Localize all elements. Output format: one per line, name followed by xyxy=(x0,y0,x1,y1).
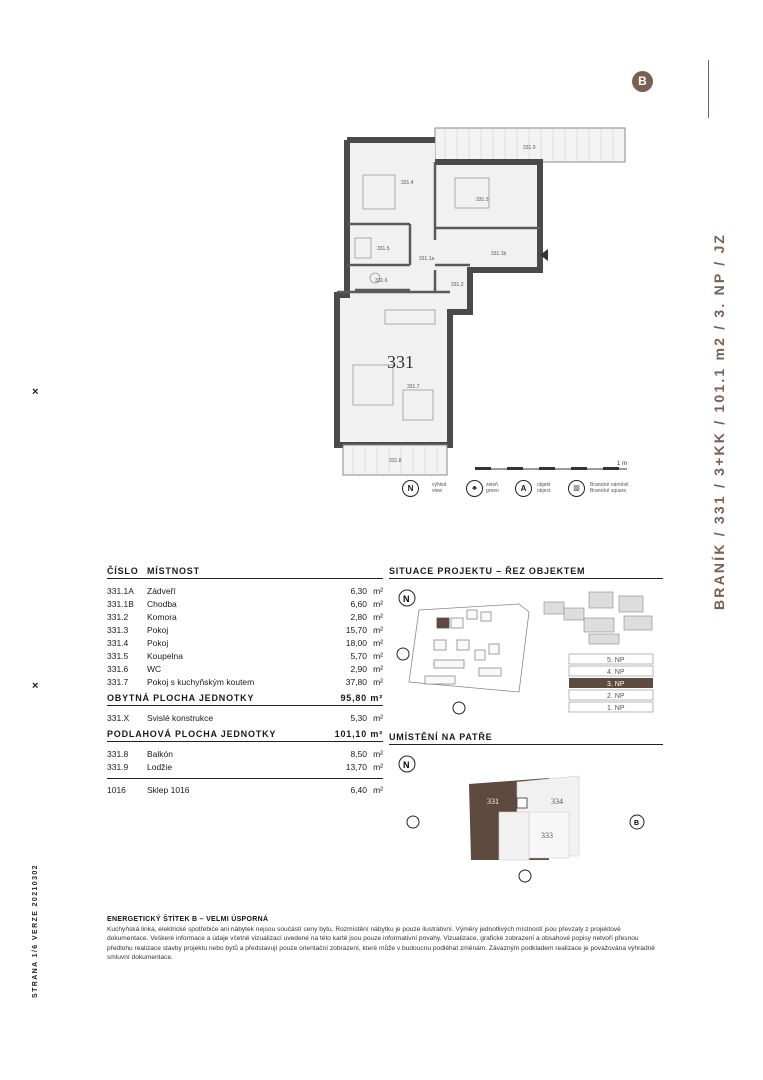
floor-label: 5. NP xyxy=(607,657,625,664)
disclaimer: ENERGETICKÝ ŠTÍTEK B – VELMI ÚSPORNÁ Kuchyňská linka, elektrické spotřebiče ani nábytek nejsou součástí ceny bytu. Rozmístění nábytku je pouze ilustrativní. Výměry jednotlivých místností jsou převzaty z projektové dokumentace. Veškeré informace a údaje včetně vizualizací uvedené na této kartě jsou pouze informativní povahy. Vizualizace, grafické zobrazení a obsahové popisy netvoří přesnou předlohu realizace stavby projektu nebo bytů a představují pouze orientační zobrazení, které může v budoucnu podléhat změnám. Závazným podkladem realizace je považována výhradně smluvní dokumentace. xyxy=(107,916,655,962)
table-row: 331.4 Pokoj 18,00 m² xyxy=(107,638,383,648)
table-row: 331.3 Pokoj 15,70 m² xyxy=(107,625,383,635)
building-marker: B xyxy=(634,820,640,827)
legend-facade: Branické náměstí Branické square xyxy=(590,482,629,494)
title-divider xyxy=(708,60,709,118)
table-row: 331.X Svislé konstrukce 5,30 m² xyxy=(107,713,383,723)
room-label: 331.9 xyxy=(523,145,536,151)
unit-label: 331 xyxy=(487,797,499,806)
unit-label: 333 xyxy=(541,831,553,840)
room-label: 331.1b xyxy=(491,251,507,257)
situation-map xyxy=(389,582,663,722)
floor-label: 1. NP xyxy=(607,705,625,712)
room-label: 331.2 xyxy=(451,282,464,288)
placement-title: UMÍSTĚNÍ NA PATŘE xyxy=(389,732,663,745)
room-label: 331.1a xyxy=(419,256,435,262)
table-row: 331.2 Komora 2,80 m² xyxy=(107,612,383,622)
svg-text:N: N xyxy=(403,760,410,770)
table-row: 331.7 Pokoj s kuchyňským koutem 37,80 m² xyxy=(107,677,383,687)
crop-mark: × xyxy=(32,680,39,692)
table-row: 331.8 Balkón 8,50 m² xyxy=(107,749,383,759)
table-header: ČÍSLO MÍSTNOST xyxy=(107,566,383,579)
vertical-title: BRANÍK / 331 / 3+KK / 101.1 m2 / 3. NP / JZ xyxy=(711,232,727,610)
floor-label: 4. NP xyxy=(607,669,625,676)
table-row: 331.6 WC 2,90 m² xyxy=(107,664,383,674)
floor-label: 3. NP xyxy=(607,681,625,688)
legend-view: výhled view xyxy=(432,482,447,494)
table-row: 331.1B Chodba 6,60 m² xyxy=(107,599,383,609)
living-area-row: OBYTNÁ PLOCHA JEDNOTKY 95,80 m² xyxy=(107,691,383,706)
building-icon: ▥ xyxy=(568,480,585,497)
table-row: 331.1A Zádveří 6,30 m² xyxy=(107,586,383,596)
legend-object: objekt object xyxy=(537,482,551,494)
room-label: 331.8 xyxy=(389,458,402,464)
floor-label: 2. NP xyxy=(607,693,625,700)
floor-plan xyxy=(325,120,635,500)
room-label: 331.5 xyxy=(377,246,390,252)
north-icon: N xyxy=(402,480,419,497)
room-table xyxy=(107,566,383,797)
room-label: 331.4 xyxy=(401,180,414,186)
unit-label: 334 xyxy=(551,797,563,806)
situation-title: SITUACE PROJEKTU – ŘEZ OBJEKTEM xyxy=(389,566,663,579)
tree-icon: ♣ xyxy=(466,480,483,497)
room-label: 331.7 xyxy=(407,384,420,390)
page-footer: STRANA 1/6 VERZE 20210302 xyxy=(32,864,39,998)
scale-bar xyxy=(475,467,627,470)
svg-text:N: N xyxy=(403,594,410,604)
unit-number: 331 xyxy=(387,352,414,372)
table-row: 1016 Sklep 1016 6,40 m² xyxy=(107,785,383,795)
building-badge: B xyxy=(632,71,653,92)
room-label: 331.3 xyxy=(476,197,489,203)
table-row: 331.5 Koupelna 5,70 m² xyxy=(107,651,383,661)
crop-mark: × xyxy=(32,386,39,398)
room-label: 331.6 xyxy=(375,278,388,284)
floor-area-row: PODLAHOVÁ PLOCHA JEDNOTKY 101,10 m² xyxy=(107,727,383,742)
table-row: 331.9 Lodžie 13,70 m² xyxy=(107,762,383,772)
legend-green: zeleň green xyxy=(486,482,499,494)
scale-label: 1 m xyxy=(617,461,628,467)
object-icon: A xyxy=(515,480,532,497)
placement-map xyxy=(389,748,663,890)
